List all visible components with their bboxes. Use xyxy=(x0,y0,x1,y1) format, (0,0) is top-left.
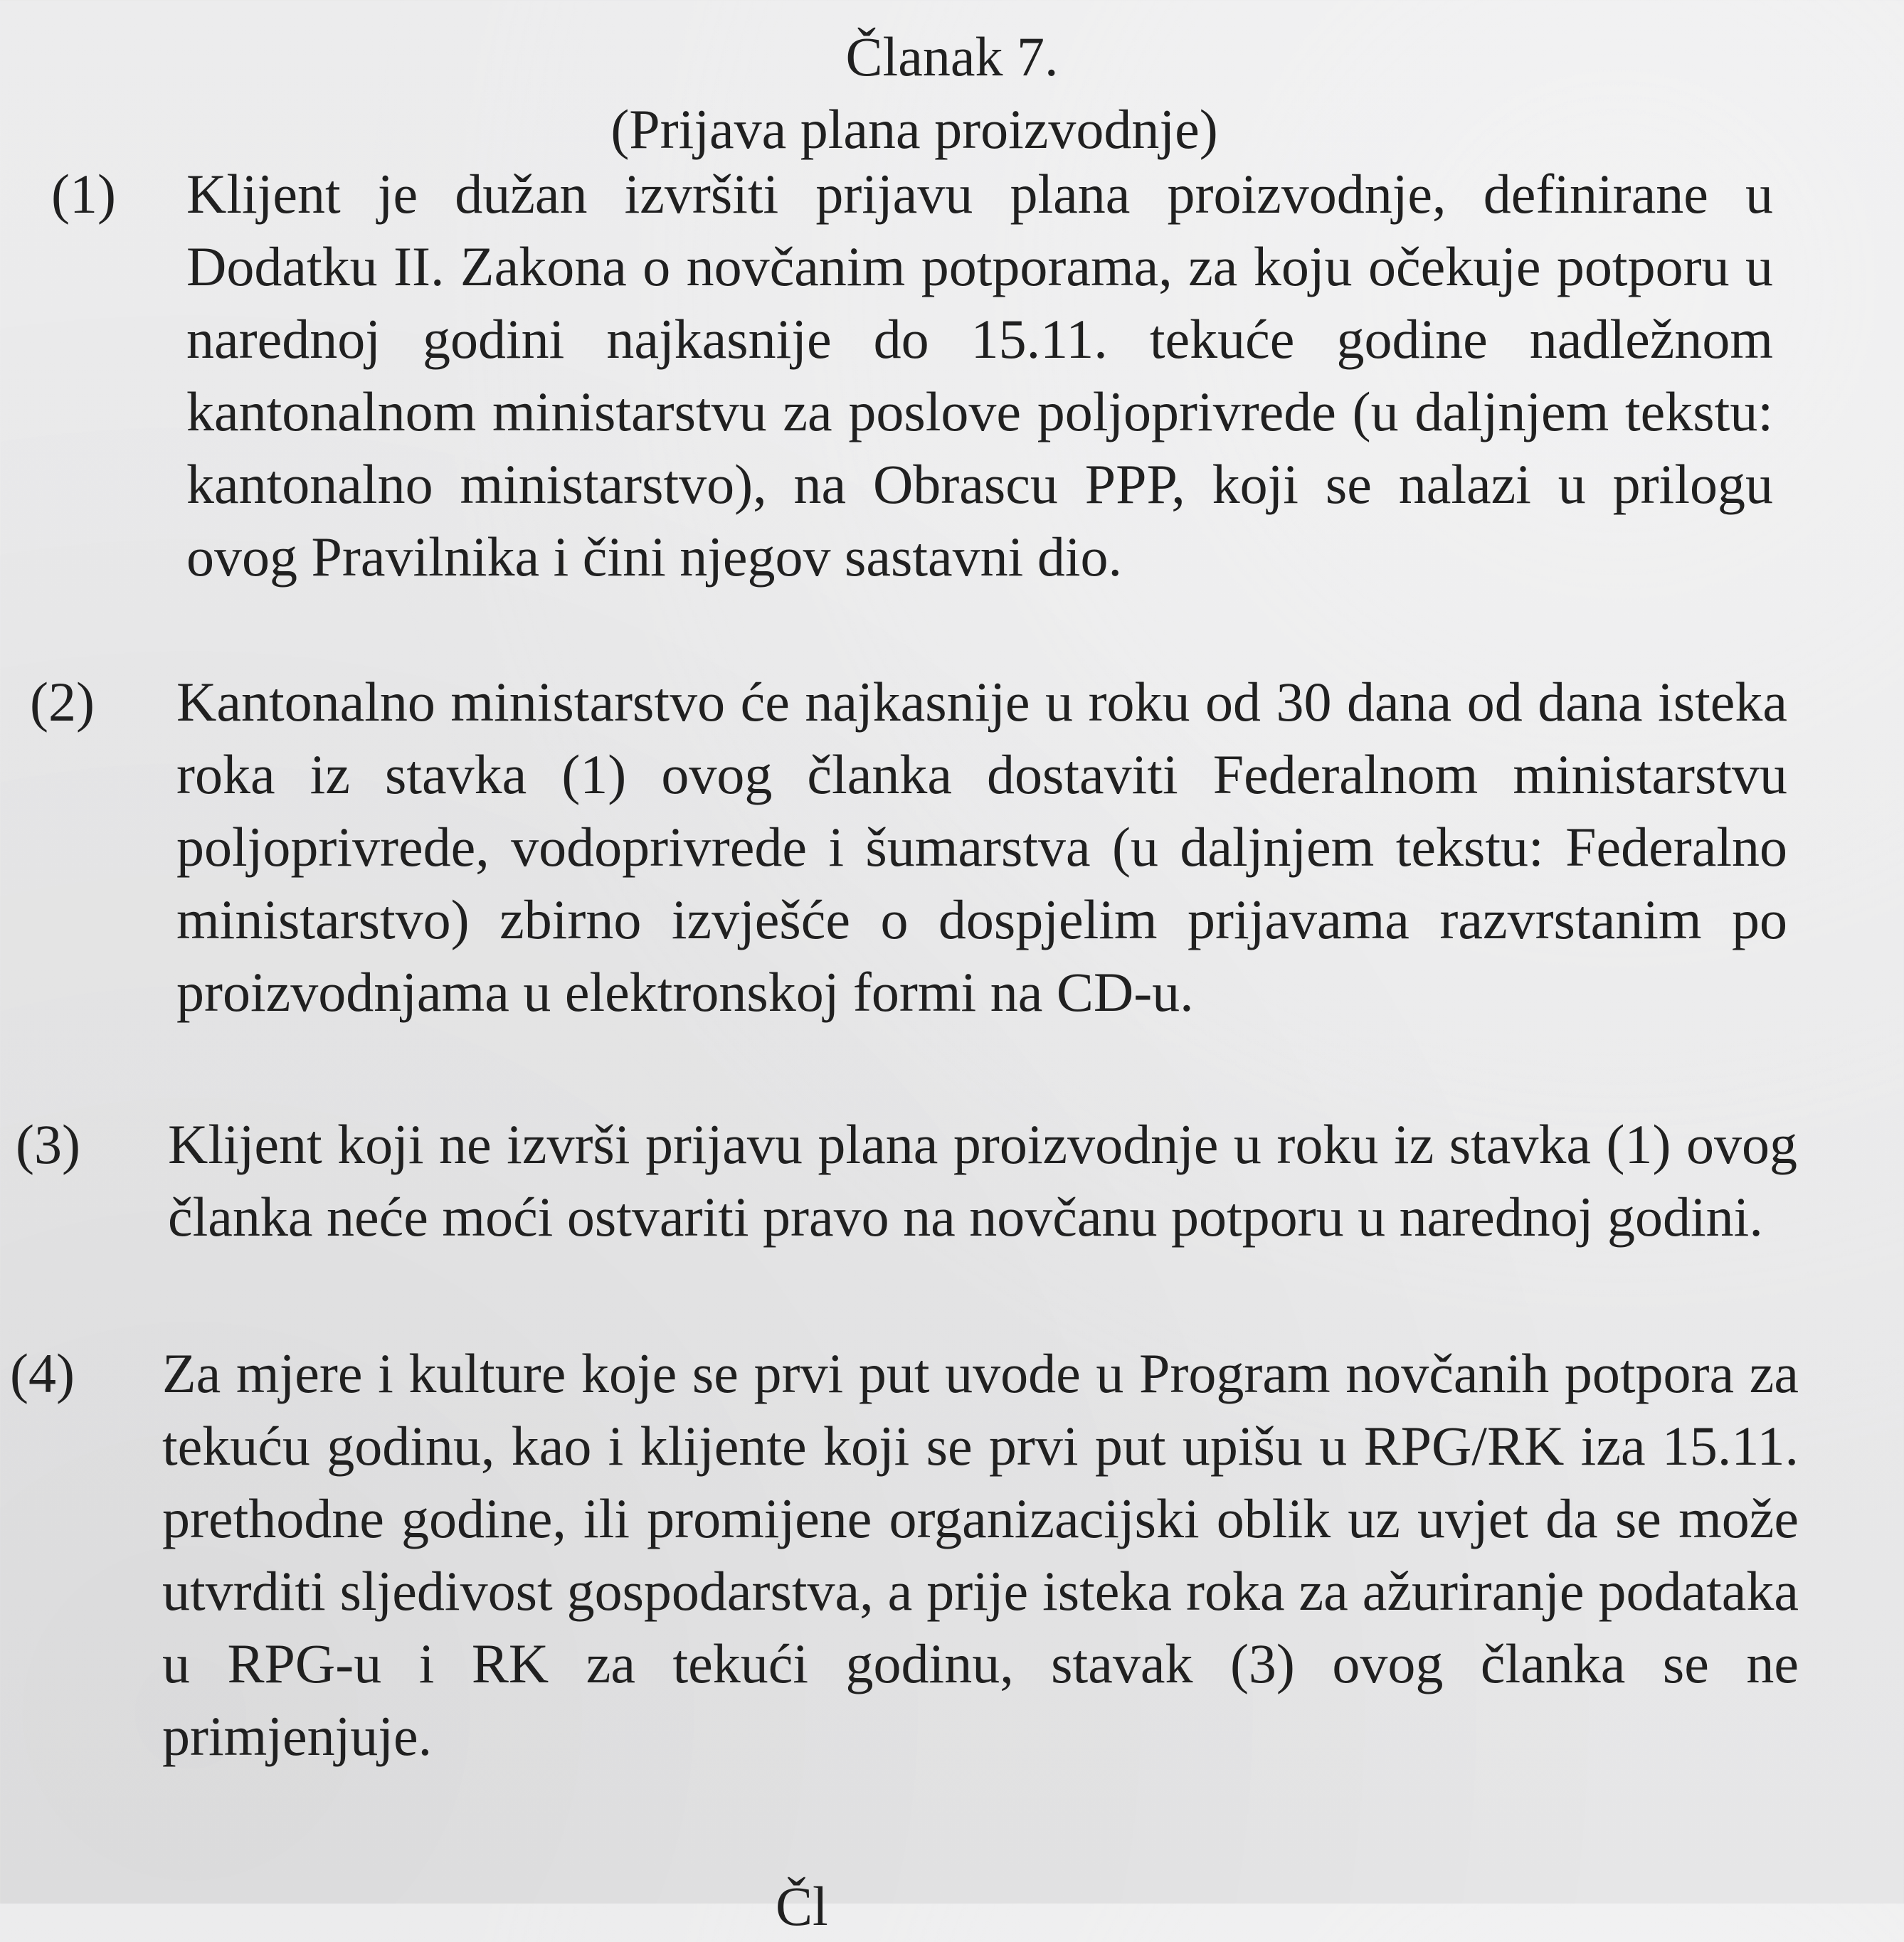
paragraph-number: (4) xyxy=(10,1342,75,1404)
paragraph-text: Kantonalno ministarstvo će najkasnije u roku od 30 dana od dana isteka roka iz stavka (1) ovog članka dostaviti Federalnom ministarstvu poljoprivrede, vodoprivrede i šumarstva (u daljnjem tekstu: Federalno ministarstvo) zbirno izvješće o dospjelim prijavama razvrstanim po proizvodnjama u elektronskoj formi na CD-u. xyxy=(176,671,1787,1023)
paragraph-number: (1) xyxy=(51,163,116,225)
next-article-heading-partial: Čl xyxy=(776,1875,828,1937)
paragraph-4 xyxy=(162,1337,1799,1773)
paragraph-number: (3) xyxy=(16,1113,80,1175)
paragraph-text: Klijent koji ne izvrši prijavu plana proizvodnje u roku iz stavka (1) ovog članka neće moći ostvariti pravo na novčanu potporu u narednoj godini. xyxy=(168,1113,1797,1248)
paragraph-text: Klijent je dužan izvršiti prijavu plana proizvodnje, definirane u Dodatku II. Zakona o novčanim potporama, za koju očekuje potporu u narednoj godini najkasnije do 15.11. tekuće godine nadležnom kantonalnom ministarstvu za poslove poljoprivrede (u daljnjem tekstu: kantonalno ministarstvo), na Obrascu PPP, koji se nalazi u prilogu ovog Pravilnika i čini njegov sastavni dio. xyxy=(186,163,1773,588)
paragraph-3 xyxy=(168,1108,1797,1253)
paragraph-text: Za mjere i kulture koje se prvi put uvode u Program novčanih potpora za tekuću godinu, kao i klijente koji se prvi put upišu u RPG/RK iza 15.11. prethodne godine, ili promijene organizacijski oblik uz uvjet da se može utvrditi sljedivost gospodarstva, a prije isteka roka za ažuriranje podataka u RPG-u i RK za tekući godinu, stavak (3) ovog članka se ne primjenjuje. xyxy=(162,1342,1799,1767)
article-title: Članak 7. xyxy=(845,26,1059,87)
article-subtitle: (Prijava plana proizvodnje) xyxy=(610,98,1218,160)
paragraph-2 xyxy=(176,666,1787,1029)
paragraph-1 xyxy=(186,158,1773,593)
paragraph-number: (2) xyxy=(30,671,95,733)
